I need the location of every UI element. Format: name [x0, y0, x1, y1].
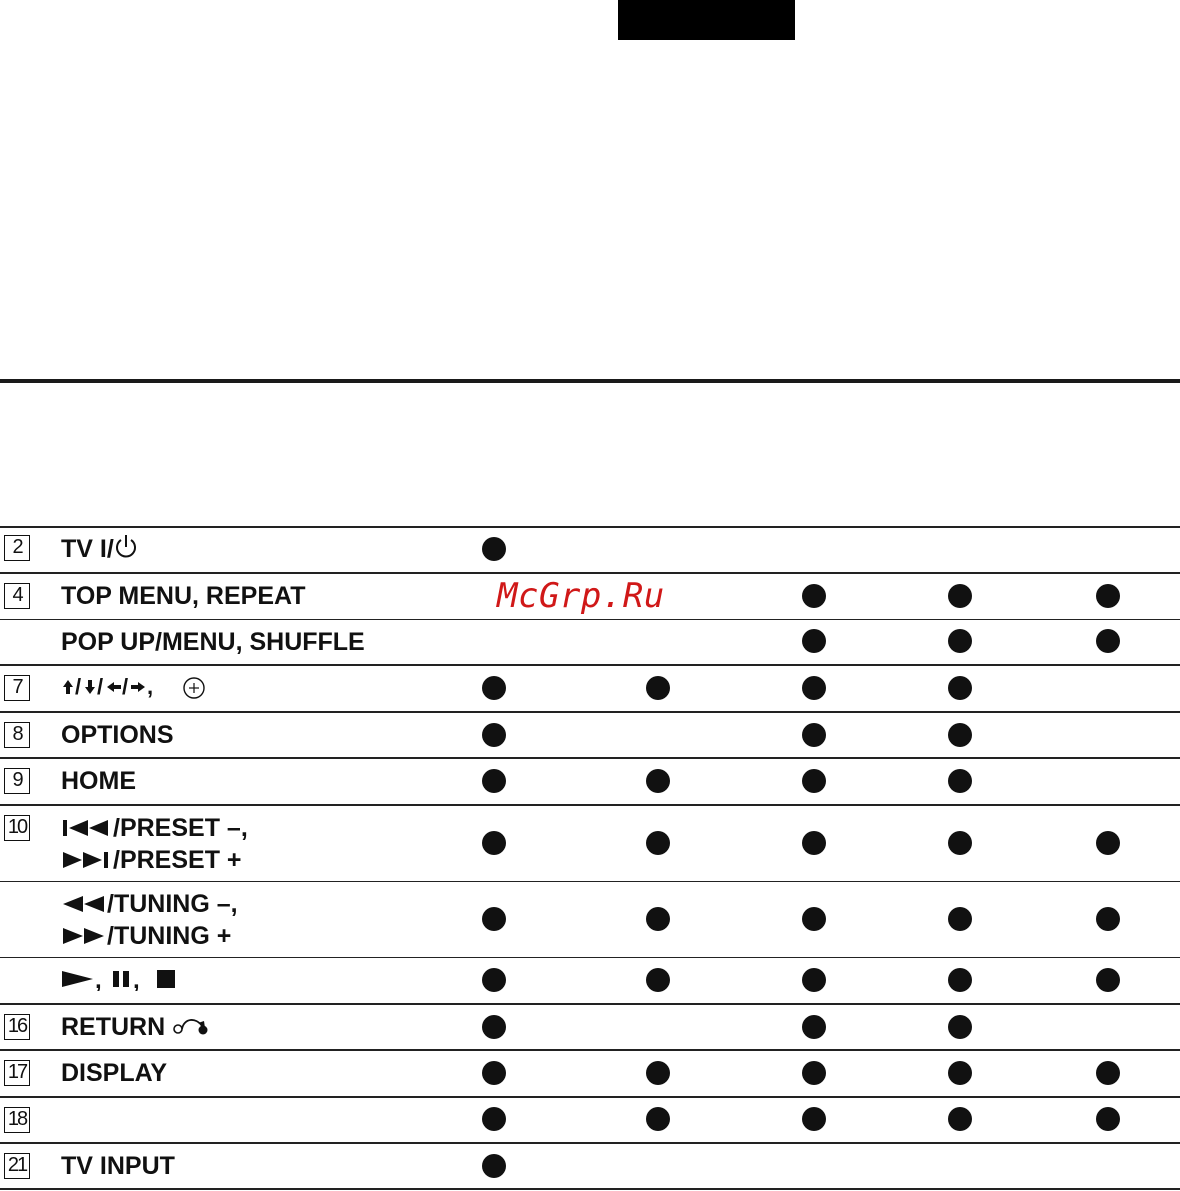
prev-icon: [61, 817, 113, 839]
row-number: 9: [4, 768, 30, 794]
play-pause-stop-icon: [61, 967, 183, 991]
table-rule: [0, 619, 1180, 620]
button-label-popup-menu: POP UP/MENU, SHUFFLE: [61, 628, 365, 656]
button-label-preset: [61, 812, 248, 876]
svg-text:,: ,: [95, 967, 102, 991]
table-rule: [0, 881, 1180, 882]
svg-text:/: /: [75, 675, 82, 699]
availability-mark: [646, 676, 670, 700]
availability-mark: [646, 1061, 670, 1085]
button-label-home: HOME: [61, 767, 136, 795]
row-number: 10: [4, 815, 30, 841]
arrow-keys-and-enter-icon: [61, 675, 211, 699]
availability-mark: [646, 1107, 670, 1131]
label-line: /PRESET –,: [113, 814, 248, 842]
label-line: /TUNING +: [107, 922, 232, 950]
availability-mark: [948, 629, 972, 653]
availability-mark: [482, 769, 506, 793]
button-label-top-menu: TOP MENU, REPEAT: [61, 582, 306, 610]
button-label-display: DISPLAY: [61, 1059, 168, 1087]
table-rule: [0, 1096, 1180, 1098]
availability-mark: [482, 1015, 506, 1039]
availability-mark: [802, 723, 826, 747]
availability-mark: [482, 907, 506, 931]
availability-mark: [948, 1061, 972, 1085]
table-rule: [0, 526, 1180, 528]
availability-mark: [482, 676, 506, 700]
availability-mark: [646, 968, 670, 992]
table-rule: [0, 1049, 1180, 1051]
svg-text:/: /: [122, 675, 129, 699]
table-rule: [0, 1142, 1180, 1144]
label-text: RETURN: [61, 1013, 173, 1041]
return-icon: [172, 1014, 210, 1038]
availability-mark: [948, 723, 972, 747]
section-tab-block: [618, 0, 795, 40]
row-number: 18: [4, 1107, 30, 1133]
table-rule: [0, 664, 1180, 666]
availability-mark: [482, 831, 506, 855]
table-rule: [0, 757, 1180, 759]
availability-mark: [948, 584, 972, 608]
availability-mark: [482, 1061, 506, 1085]
fast-forward-icon: [61, 925, 107, 947]
row-number: 21: [4, 1153, 30, 1179]
availability-mark: [1096, 1061, 1120, 1085]
availability-mark: [802, 769, 826, 793]
section-divider: [0, 379, 1180, 383]
availability-mark: [948, 769, 972, 793]
availability-mark: [948, 907, 972, 931]
row-number: 4: [4, 583, 30, 609]
label-text: TV I/: [61, 535, 114, 563]
availability-mark: [1096, 629, 1120, 653]
availability-mark: [646, 907, 670, 931]
availability-mark: [948, 831, 972, 855]
svg-text:/: /: [97, 675, 104, 699]
availability-mark: [1096, 907, 1120, 931]
rewind-icon: [61, 893, 107, 915]
availability-mark: [482, 1107, 506, 1131]
availability-mark: [802, 1107, 826, 1131]
table-rule: [0, 804, 1180, 806]
availability-mark: [802, 831, 826, 855]
availability-mark: [1096, 1107, 1120, 1131]
button-label-tv-power: [61, 533, 138, 565]
label-line: /PRESET +: [113, 846, 242, 874]
table-rule: [0, 711, 1180, 713]
button-label-options: OPTIONS: [61, 721, 174, 749]
availability-mark: [802, 907, 826, 931]
table-rule: [0, 1003, 1180, 1005]
availability-mark: [482, 537, 506, 561]
button-label-return: [61, 1011, 210, 1043]
svg-text:,: ,: [133, 967, 140, 991]
row-number: 16: [4, 1014, 30, 1040]
availability-mark: [1096, 831, 1120, 855]
button-label-tv-input: TV INPUT: [61, 1152, 175, 1180]
availability-mark: [646, 831, 670, 855]
button-label-tuning: [61, 888, 238, 952]
availability-mark: [802, 584, 826, 608]
availability-mark: [948, 1015, 972, 1039]
watermark: McGrp.Ru: [497, 576, 665, 616]
row-number: 17: [4, 1060, 30, 1086]
row-number: 7: [4, 675, 30, 701]
availability-mark: [482, 968, 506, 992]
availability-mark: [1096, 584, 1120, 608]
table-rule: [0, 572, 1180, 574]
label-line: /TUNING –,: [107, 890, 238, 918]
availability-mark: [948, 968, 972, 992]
availability-mark: [482, 723, 506, 747]
availability-mark: [802, 1061, 826, 1085]
table-rule: [0, 957, 1180, 958]
table-rule: [0, 1188, 1180, 1190]
availability-mark: [482, 1154, 506, 1178]
availability-mark: [948, 1107, 972, 1131]
svg-text:,: ,: [147, 675, 154, 699]
row-number: 2: [4, 535, 30, 561]
availability-mark: [802, 676, 826, 700]
power-icon: [114, 534, 138, 560]
availability-mark: [802, 629, 826, 653]
availability-mark: [948, 676, 972, 700]
button-label-play-pause-stop: [61, 964, 183, 996]
availability-mark: [646, 769, 670, 793]
availability-mark: [802, 968, 826, 992]
next-icon: [61, 849, 113, 871]
availability-mark: [1096, 968, 1120, 992]
button-label-arrows-enter: [61, 672, 211, 704]
availability-mark: [802, 1015, 826, 1039]
row-number: 8: [4, 722, 30, 748]
